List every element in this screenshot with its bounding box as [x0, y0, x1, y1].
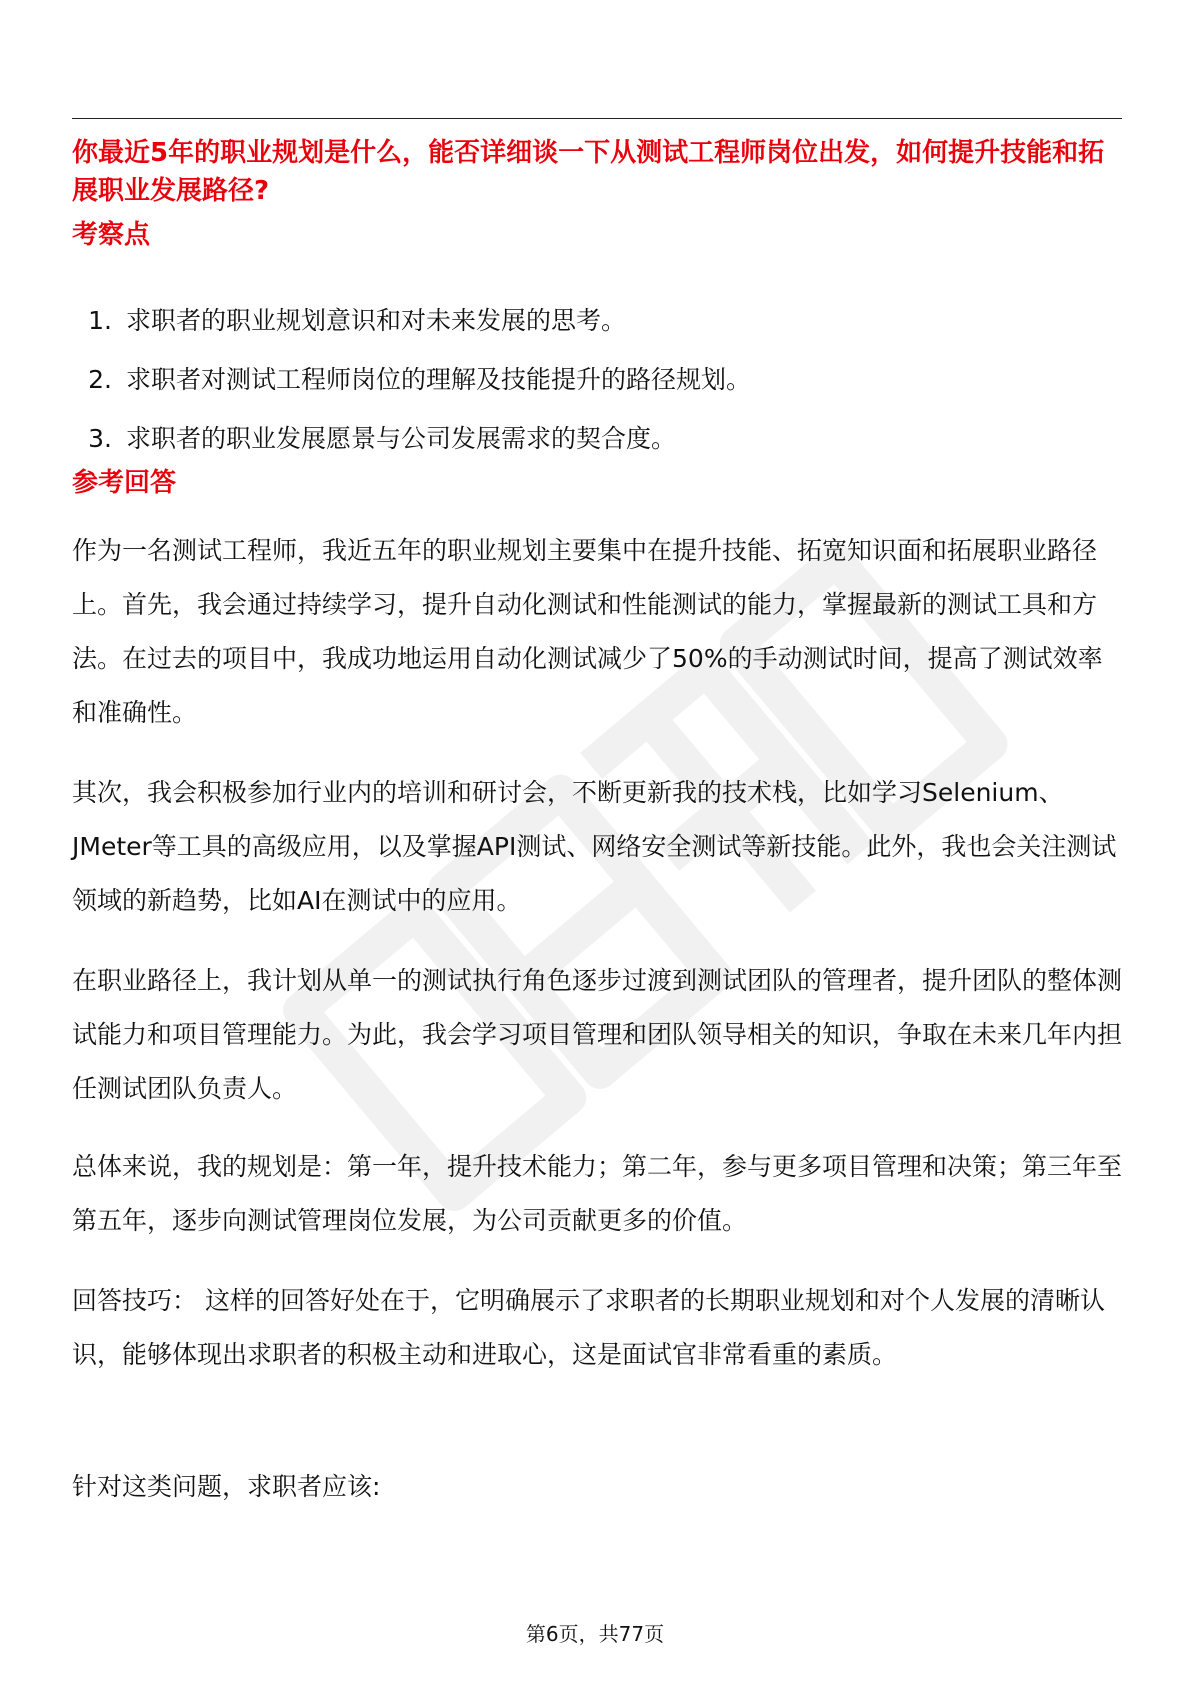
answer-paragraph: 其次，我会积极参加行业内的培训和研讨会，不断更新我的技术栈，比如学习Selenium、JMeter等工具的高级应用，以及掌握API测试、网络安全测试等新技能。此外，我也会关注测试领域的新趋势，比如AI在测试中的应用。	[72, 778, 1117, 915]
answer-paragraph: 针对这类问题，求职者应该:	[72, 1472, 381, 1501]
examination-list	[72, 304, 1122, 481]
list-item	[72, 422, 1122, 456]
list-item-text: 求职者对测试工程师岗位的理解及技能提升的路径规划。	[126, 365, 752, 394]
answer-paragraph: 总体来说，我的规划是：第一年，提升技术能力；第二年，参与更多项目管理和决策；第三年至第五年，逐步向测试管理岗位发展，为公司贡献更多的价值。	[72, 1152, 1123, 1235]
list-item-number: 2.	[88, 365, 112, 394]
page-number-footer: 第6页，共77页	[525, 1622, 665, 1646]
list-item	[72, 304, 1122, 338]
answer-paragraph: 在职业路径上，我计划从单一的测试执行角色逐步过渡到测试团队的管理者，提升团队的整体测试能力和项目管理能力。为此，我会学习项目管理和团队领导相关的知识，争取在未来几年内担任测试团队负责人。	[72, 966, 1123, 1103]
answer-heading: 参考回答	[72, 468, 177, 498]
top-divider	[72, 118, 1122, 119]
answer-tips-paragraph: 回答技巧： 这样的回答好处在于，它明确展示了求职者的长期职业规划和对个人发展的清晰认识，能够体现出求职者的积极主动和进取心，这是面试官非常看重的素质。	[72, 1286, 1105, 1369]
examination-heading: 考察点	[72, 220, 151, 250]
list-item-text: 求职者的职业规划意识和对未来发展的思考。	[126, 306, 627, 335]
list-item	[72, 363, 1122, 397]
list-item-number: 1.	[88, 306, 112, 335]
list-item-text: 求职者的职业发展愿景与公司发展需求的契合度。	[126, 424, 677, 453]
question-title: 你最近5年的职业规划是什么，能否详细谈一下从测试工程师岗位出发，如何提升技能和拓展职业发展路径?	[72, 138, 1105, 206]
list-item-number: 3.	[88, 424, 112, 453]
answer-paragraph: 作为一名测试工程师，我近五年的职业规划主要集中在提升技能、拓宽知识面和拓展职业路径上。首先，我会通过持续学习，提升自动化测试和性能测试的能力，掌握最新的测试工具和方法。在过去的项目中，我成功地运用自动化测试减少了50%的手动测试时间，提高了测试效率和准确性。	[72, 536, 1103, 727]
